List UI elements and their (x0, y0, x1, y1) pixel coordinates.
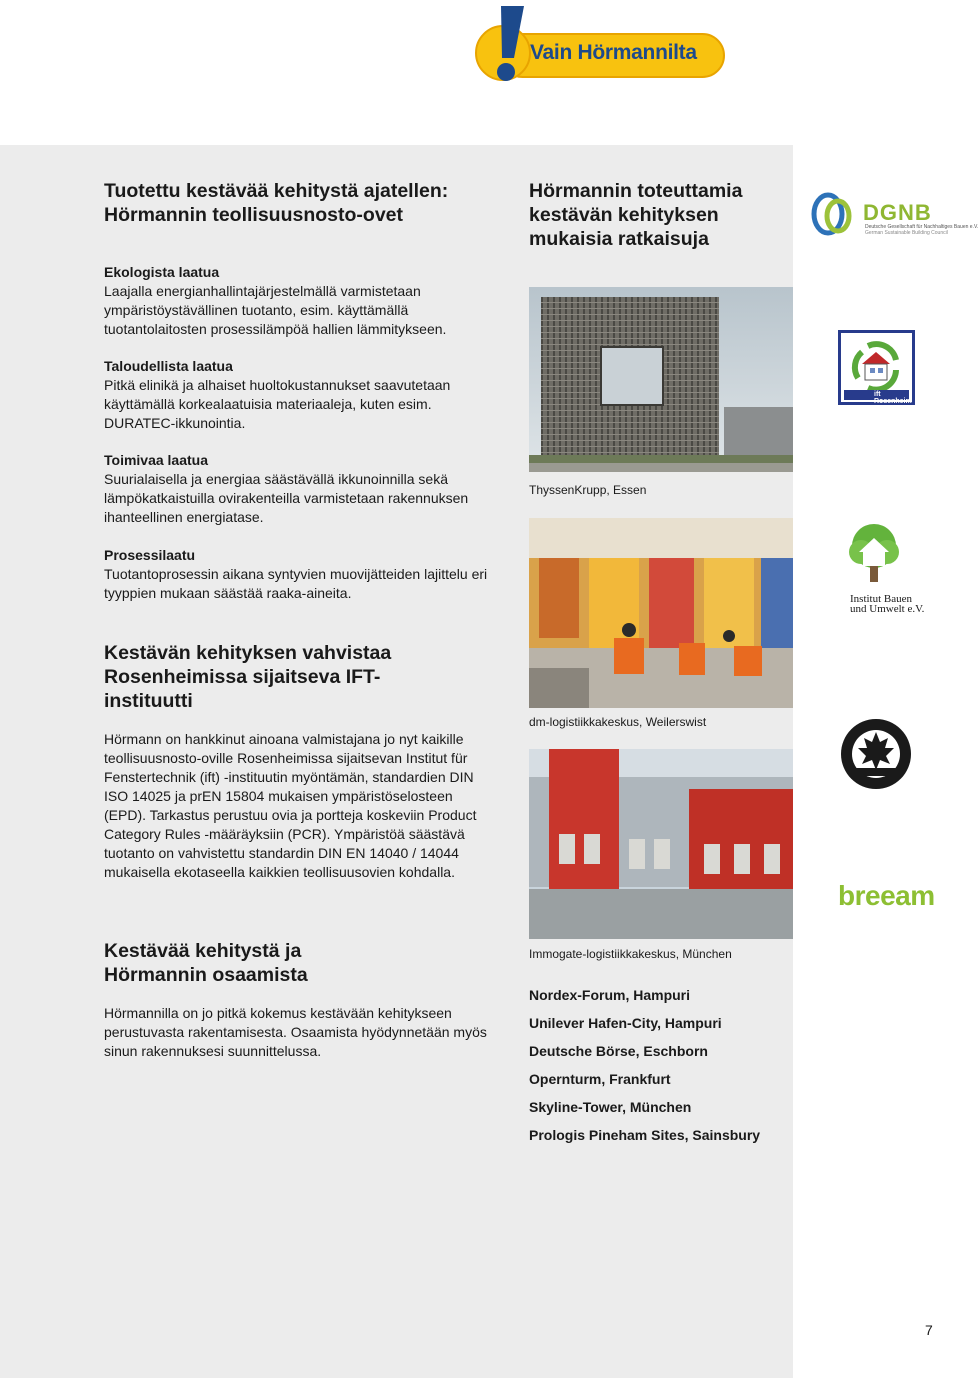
knowhow-text: Hörmannilla on jo pitkä kokemus kestävään kehitykseen perustuvasta rakentamisesta. Osaamista hyödynnetään myös sinun rakennuksesi suunnittelussa. (104, 1005, 487, 1059)
section-process (104, 546, 494, 603)
section-functional (104, 451, 494, 527)
main-heading: Tuotettu kestävää kehitystä ajatellen: Hörmannin teollisuusnosto-ovet (104, 180, 449, 226)
dgnb-line2: German Sustainable Building Council (865, 230, 948, 236)
list-item: Deutsche Börse, Eschborn (529, 1043, 708, 1059)
ift-heading: Kestävän kehityksen vahvistaa Rosenheimissa sijaitseva IFT-instituutti (104, 642, 392, 712)
list-item: Prologis Pineham Sites, Sainsbury (529, 1127, 761, 1143)
caption-thyssenkrupp: ThyssenKrupp, Essen (529, 483, 647, 497)
list-item: Opernturm, Frankfurt (529, 1071, 671, 1087)
list-item: Unilever Hafen-City, Hampuri (529, 1015, 722, 1031)
ibu-logo (845, 522, 955, 617)
rosenheim-logo (838, 330, 915, 405)
photo-dm-logistics (529, 518, 793, 708)
exclamation-icon (475, 6, 535, 86)
list-item: Nordex-Forum, Hampuri (529, 987, 691, 1003)
vain-hormannilta-badge (475, 6, 727, 86)
projects-heading: Hörmannin toteuttamia kestävän kehityksen mukaisia ratkaisuja (529, 180, 743, 250)
badge-text: Vain Hörmannilta (530, 41, 697, 64)
photo-immogate (529, 749, 793, 939)
photo-thyssenkrupp (529, 287, 793, 472)
list-item: Skyline-Tower, München (529, 1099, 692, 1115)
ift-text: Hörmann on hankkinut ainoana valmistajana jo nyt kaikille teollisuusnosto-oville Rosenheimissa sijaitsevan Institut für Fenstertechnik (ift) -instituutin myöntämän, standardien DIN ISO 14025 ja prEN 15804 mukaisen ympäristöselosteen (EPD). Tarkastus perustuu ovia ja portteja koskeviin Product Category Rules -määräyksiin (PCR). Ympäristöä säästävä tuotanto on vahvistettu standardin DIN EN 14040 / 14044 mukaisella ekotaseella kaikkien teollisuusovien kohdalla. (104, 731, 477, 880)
dgnb-logo (810, 190, 978, 240)
section-ecological (104, 263, 494, 339)
tree-house-icon (845, 522, 903, 584)
page-number: 7 (925, 1322, 933, 1338)
dgnb-mark-icon (810, 192, 856, 236)
section-economic (104, 357, 494, 433)
leed-seal-icon (840, 718, 912, 790)
ibu-line1: Institut Bauen (850, 593, 913, 605)
dgnb-line1: Deutsche Gesellschaft für Nachhaltiges Bauen e.V. (865, 224, 978, 230)
caption-dm-logistics: dm-logistiikkakeskus, Weilerswist (529, 715, 707, 729)
section-text: Laajalla energianhallintajärjestelmällä varmistetaan ympäristöystävällinen tuotanto, esim. käyttämällä tuotantolaitosten prosessilämpöä hallien lämmitykseen. (104, 283, 447, 337)
section-text: Tuotantoprosessin aikana syntyvien muovijätteiden lajittelu eri tyyppien mukaan säästää raaka-aineita. (104, 566, 488, 601)
section-text: Suurialaisella ja energiaa säästävällä ikkunoinnilla sekä lämpökatkaistuilla ovirakenteilla varmistetaan rakennuksen ihanteellinen energiatase. (104, 471, 469, 525)
usgbc-leed-logo (840, 718, 912, 790)
reference-list (529, 981, 789, 1149)
ibu-line2: und Umwelt e.V. (850, 603, 925, 615)
breeam-logo: breeam (838, 880, 935, 911)
caption-immogate: Immogate-logistiikkakeskus, München (529, 947, 732, 961)
section-title: Ekologista laatua (104, 264, 220, 280)
section-text: Pitkä elinikä ja alhaiset huoltokustannukset saavutetaan käyttämällä korkealaatuisia materiaaleja, kuten esim. DURATEC-ikkunointia. (104, 377, 451, 431)
rosenheim-label: ift Rosenheim (874, 391, 912, 405)
ibu-text (850, 594, 924, 614)
section-title: Prosessilaatu (104, 547, 196, 563)
section-title: Toimivaa laatua (104, 452, 209, 468)
dgnb-name: DGNB (863, 200, 932, 225)
section-title: Taloudellista laatua (104, 358, 233, 374)
knowhow-heading: Kestävää kehitystä ja Hörmannin osaamista (104, 940, 308, 986)
